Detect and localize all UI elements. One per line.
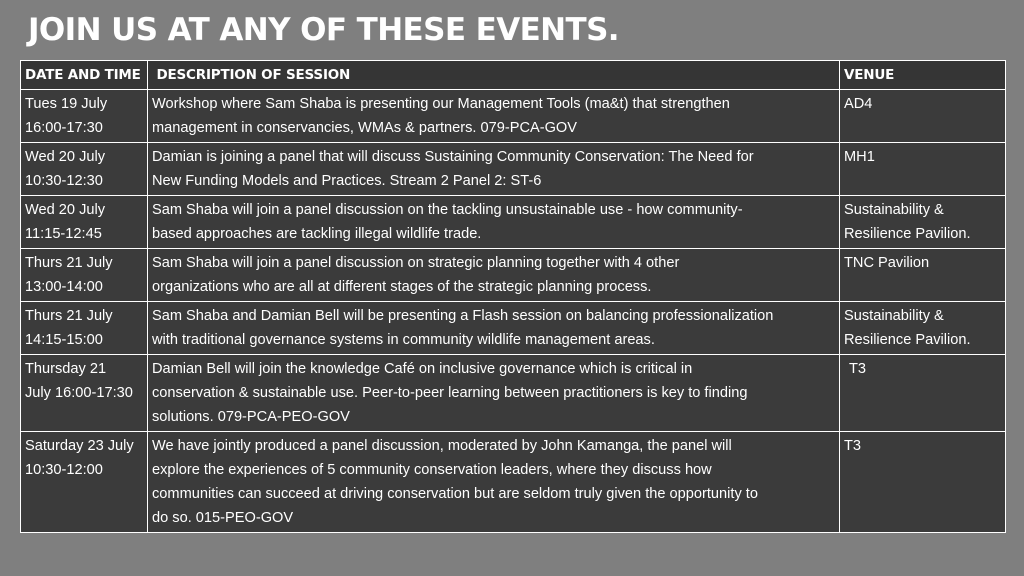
event-description-line: Sam Shaba will join a panel discussion on strategic planning together with 4 other [152,255,680,271]
header-description: DESCRIPTION OF SESSION [148,61,840,90]
event-date-cell [21,302,148,355]
event-description-cell [148,196,840,249]
event-description-line: Sam Shaba and Damian Bell will be presenting a Flash session on balancing professionalization [152,308,774,324]
table-row [21,249,1006,302]
event-date: Thurs 21 July [25,255,113,271]
event-venue-cell [840,432,1006,533]
header-date-and-time: DATE AND TIME [21,61,148,90]
event-description-line: Damian is joining a panel that will discuss Sustaining Community Conservation: The Need for [152,149,754,165]
event-venue: TNC Pavilion [844,255,930,271]
event-description-line: We have jointly produced a panel discussion, moderated by John Kamanga, the panel will [152,438,732,454]
event-time: July 16:00-17:30 [25,385,133,401]
event-date-cell [21,355,148,432]
event-date: Wed 20 July [25,202,106,218]
event-venue-cell [840,355,1006,432]
event-date: Thursday 21 [25,361,107,377]
event-description-line: based approaches are tackling illegal wildlife trade. [152,226,482,242]
event-date-cell [21,196,148,249]
table-header-row [21,61,1006,90]
event-date: Thurs 21 July [25,308,113,324]
event-venue-cell [840,196,1006,249]
event-venue: MH1 [844,149,875,165]
event-description-cell [148,249,840,302]
event-date-cell [21,90,148,143]
event-venue: Sustainability & [844,202,944,218]
event-time: 10:30-12:00 [25,462,103,478]
event-description-line: with traditional governance systems in community wildlife management areas. [152,332,655,348]
event-time: 10:30-12:30 [25,173,103,189]
event-description-line: management in conservancies, WMAs & partners. 079-PCA-GOV [152,120,578,136]
event-description-line: organizations who are all at different stages of the strategic planning process. [152,279,652,295]
event-date: Tues 19 July [25,96,108,112]
event-description-cell [148,302,840,355]
table-row [21,302,1006,355]
event-description-line: New Funding Models and Practices. Stream 2 Panel 2: ST-6 [152,173,542,189]
table-row [21,432,1006,533]
event-date: Wed 20 July [25,149,106,165]
event-description-line: explore the experiences of 5 community conservation leaders, where they discuss how [152,462,712,478]
event-venue-cell [840,302,1006,355]
event-description-cell [148,143,840,196]
event-description-line: solutions. 079-PCA-PEO-GOV [152,409,350,425]
event-time: 14:15-15:00 [25,332,103,348]
event-venue: Resilience Pavilion. [844,332,971,348]
table-row [21,143,1006,196]
table-row [21,90,1006,143]
events-table [20,60,1006,533]
page-title: JOIN US AT ANY OF THESE EVENTS. [28,12,619,48]
header-venue: VENUE [840,61,1006,90]
event-venue: Sustainability & [844,308,944,324]
event-venue: Resilience Pavilion. [844,226,971,242]
event-venue: T3 [844,438,862,454]
event-date-cell [21,432,148,533]
event-description-line: conservation & sustainable use. Peer-to-peer learning between practitioners is key to finding [152,385,748,401]
table-row [21,196,1006,249]
event-venue: T3 [849,361,867,377]
event-date-cell [21,249,148,302]
event-description-cell [148,90,840,143]
event-time: 13:00-14:00 [25,279,103,295]
event-venue: AD4 [844,96,873,112]
event-description-line: do so. 015-PEO-GOV [152,510,294,526]
event-time: 16:00-17:30 [25,120,103,136]
event-venue-cell [840,90,1006,143]
event-description-cell [148,432,840,533]
event-venue-cell [840,249,1006,302]
event-description-cell [148,355,840,432]
event-description-line: communities can succeed at driving conservation but are seldom truly given the opportunity to [152,486,758,502]
event-description-line: Damian Bell will join the knowledge Café on inclusive governance which is critical in [152,361,693,377]
event-description-line: Sam Shaba will join a panel discussion on the tackling unsustainable use - how community- [152,202,743,218]
event-date-cell [21,143,148,196]
event-venue-cell [840,143,1006,196]
table-row [21,355,1006,432]
event-date: Saturday 23 July [25,438,134,454]
event-time: 11:15-12:45 [25,226,102,242]
event-description-line: Workshop where Sam Shaba is presenting our Management Tools (ma&t) that strengthen [152,96,730,112]
